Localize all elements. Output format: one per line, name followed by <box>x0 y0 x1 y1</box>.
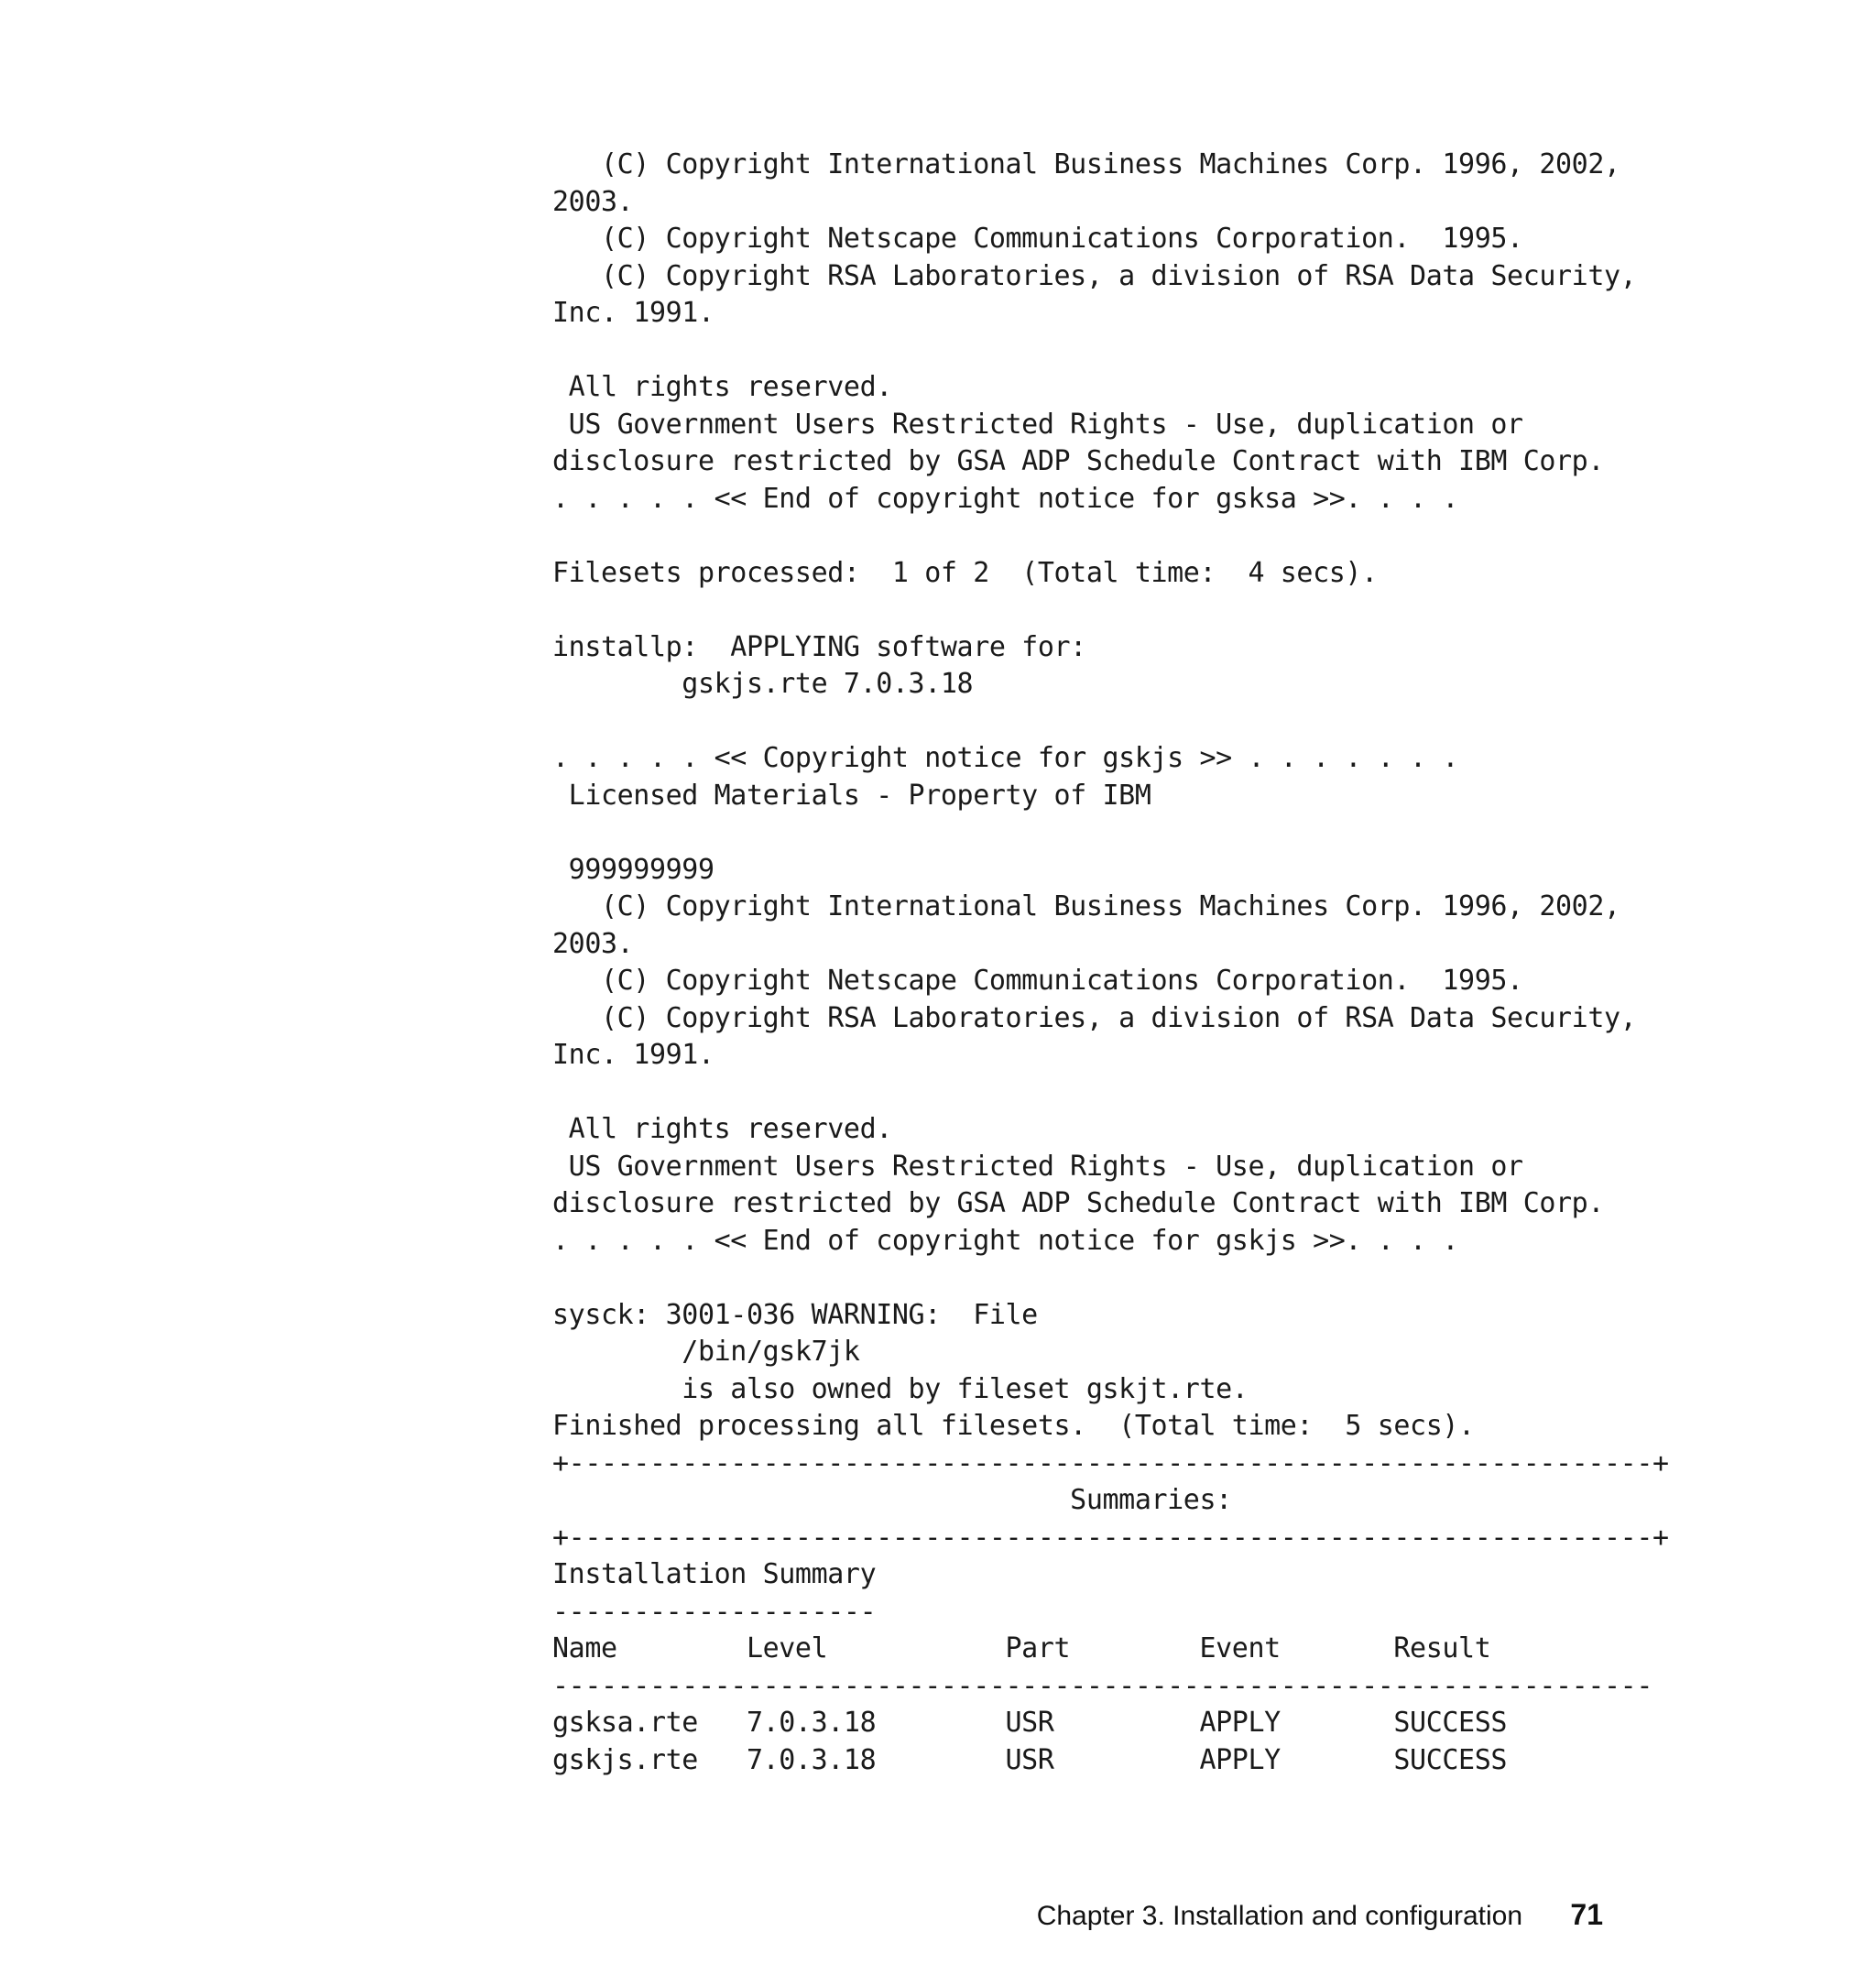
listing-line: (C) Copyright International Business Machines Corp. 1996, 2002, <box>552 890 1620 922</box>
listing-line: sysck: 3001-036 WARNING: File <box>552 1298 1038 1331</box>
listing-line: Summaries: <box>552 1484 1232 1516</box>
listing-line: -------------------------------------------------------------------- <box>552 1669 1652 1702</box>
listing-line: (C) Copyright RSA Laboratories, a division of RSA Data Security, <box>552 259 1637 292</box>
listing-line <box>552 1260 1615 1297</box>
listing-line: Installation Summary <box>552 1558 877 1590</box>
listing-line: 2003. <box>552 927 634 960</box>
listing-line: All rights reserved. <box>552 371 892 403</box>
listing-line: Inc. 1991. <box>552 297 714 329</box>
listing-line: -------------------- <box>552 1595 877 1628</box>
listing-line: . . . . . << End of copyright notice for gsksa >>. . . . <box>552 482 1459 515</box>
listing-line: Filesets processed: 1 of 2 (Total time: 4 secs). <box>552 556 1378 589</box>
listing-line: (C) Copyright RSA Laboratories, a division of RSA Data Security, <box>552 1001 1637 1034</box>
listing-line: +-------------------------------------------------------------------+ <box>552 1446 1669 1479</box>
listing-line: 2003. <box>552 185 634 218</box>
listing-line: gskjs.rte 7.0.3.18 <box>552 668 974 700</box>
listing-line <box>552 704 1615 741</box>
listing-line: disclosure restricted by GSA ADP Schedule Contract with IBM Corp. <box>552 445 1604 477</box>
listing-line: Licensed Materials - Property of IBM <box>552 779 1151 812</box>
listing-line: . . . . . << End of copyright notice for gskjs >>. . . . <box>552 1224 1459 1257</box>
listing-line: /bin/gsk7jk <box>552 1336 860 1368</box>
listing-line: (C) Copyright Netscape Communications Corporation. 1995. <box>552 223 1523 255</box>
listing-line <box>552 518 1615 555</box>
listing-line: US Government Users Restricted Rights - Use, duplication or <box>552 408 1523 441</box>
listing-line <box>552 1075 1615 1112</box>
listing-line: installp: APPLYING software for: <box>552 630 1086 663</box>
chapter-title: Chapter 3. Installation and configuration <box>1036 1901 1523 1931</box>
listing-line: Inc. 1991. <box>552 1039 714 1071</box>
listing-line: Finished processing all filesets. (Total time: 5 secs). <box>552 1410 1475 1442</box>
listing-line: All rights reserved. <box>552 1113 892 1145</box>
page-footer <box>1008 1898 1603 1935</box>
listing-line: disclosure restricted by GSA ADP Schedule Contract with IBM Corp. <box>552 1187 1604 1219</box>
listing-line: . . . . . << Copyright notice for gskjs >> . . . . . . . <box>552 742 1459 774</box>
listing-line: gsksa.rte 7.0.3.18 USR APPLY SUCCESS <box>552 1707 1508 1739</box>
listing-line <box>552 333 1615 370</box>
installp-console-listing <box>552 147 1669 1779</box>
listing-line: is also owned by fileset gskjt.rte. <box>552 1372 1249 1405</box>
page-number: 71 <box>1570 1898 1603 1931</box>
listing-line <box>552 814 1615 852</box>
listing-line: (C) Copyright Netscape Communications Corporation. 1995. <box>552 965 1523 997</box>
listing-line: US Government Users Restricted Rights - Use, duplication or <box>552 1150 1523 1183</box>
listing-line: (C) Copyright International Business Machines Corp. 1996, 2002, <box>552 148 1620 180</box>
listing-line: 999999999 <box>552 853 714 886</box>
listing-line: +-------------------------------------------------------------------+ <box>552 1521 1669 1554</box>
listing-line: Name Level Part Event Result <box>552 1632 1491 1664</box>
listing-line <box>552 592 1615 629</box>
listing-line: gskjs.rte 7.0.3.18 USR APPLY SUCCESS <box>552 1743 1508 1776</box>
